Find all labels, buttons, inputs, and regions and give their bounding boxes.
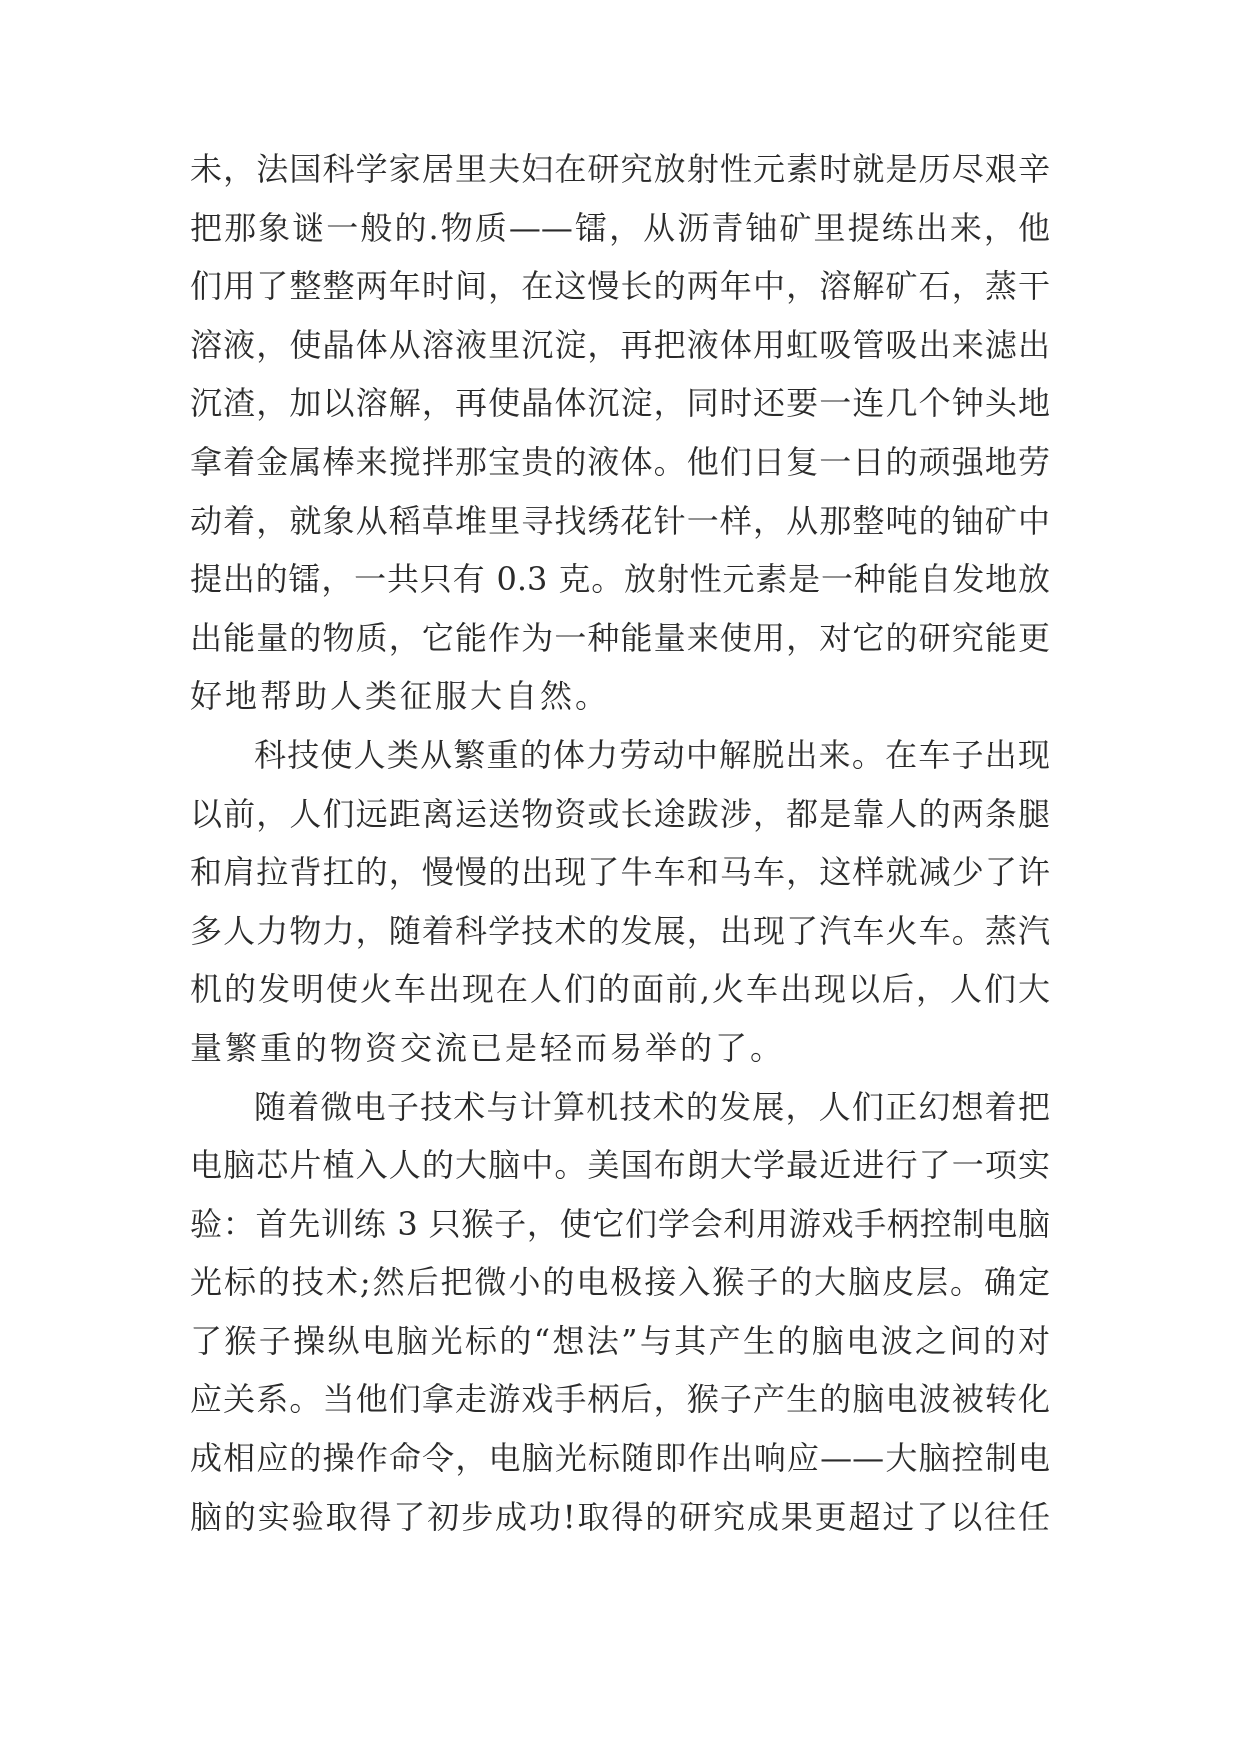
text-line: 成相应的操作命令，电脑光标随即作出响应——大脑控制电 [190,1439,1050,1478]
paragraph-first-line: 科技使人类从繁重的体力劳动中解脱出来。在车子出现 [254,735,1050,774]
paragraph-first-line: 随着微电子技术与计算机技术的发展，人们正幻想着把 [254,1087,1050,1126]
text-line: 沉渣，加以溶解，再使晶体沉淀，同时还要一连几个钟头地 [190,384,1050,423]
text-line: 电脑芯片植入人的大脑中。美国布朗大学最近进行了一项实 [190,1146,1050,1185]
text-line: 了猴子操纵电脑光标的“想法”与其产生的脑电波之间的对 [190,1321,1050,1360]
text-line: 机的发明使火车出现在人们的面前,火车出现以后，人们大 [190,970,1050,1009]
text-line: 多人力物力，随着科学技术的发展，出现了汽车火车。蒸汽 [190,911,1050,950]
text-line: 动着，就象从稻草堆里寻找绣花针一样，从那整吨的铀矿中 [190,501,1050,540]
text-line: 应关系。当他们拿走游戏手柄后，猴子产生的脑电波被转化 [190,1380,1050,1419]
text-line: 量繁重的物资交流已是轻而易举的了。 [190,1028,786,1067]
text-line: 们用了整整两年时间，在这慢长的两年中，溶解矿石，蒸干 [190,267,1050,306]
text-line: 脑的实验取得了初步成功!取得的研究成果更超过了以往任 [190,1497,1050,1536]
text-line: 未，法国科学家居里夫妇在研究放射性元素时就是历尽艰辛 [190,150,1050,188]
text-line: 以前，人们远距离运送物资或长途跋涉，都是靠人的两条腿 [190,794,1050,833]
text-line: 和肩拉背扛的，慢慢的出现了牛车和马车，这样就减少了许 [190,853,1050,892]
text-line: 出能量的物质，它能作为一种能量来使用，对它的研究能更 [190,618,1050,657]
text-line: 好地帮助人类征服大自然。 [190,677,611,716]
body-text [190,140,1050,1546]
text-line: 拿着金属棒来搅拌那宝贵的液体。他们日复一日的顽强地劳 [190,442,1050,481]
text-line: 把那象谜一般的.物质——镭，从沥青铀矿里提练出来，他 [190,208,1050,247]
text-line: 光标的技术;然后把微小的电极接入猴子的大脑皮层。确定 [190,1263,1050,1302]
text-line: 验：首先训练 3 只猴子，使它们学会利用游戏手柄控制电脑 [190,1204,1050,1243]
text-line: 提出的镭，一共只有 0.3 克。放射性元素是一种能自发地放 [190,560,1050,599]
text-line: 溶液，使晶体从溶液里沉淀，再把液体用虹吸管吸出来滤出 [190,325,1050,364]
